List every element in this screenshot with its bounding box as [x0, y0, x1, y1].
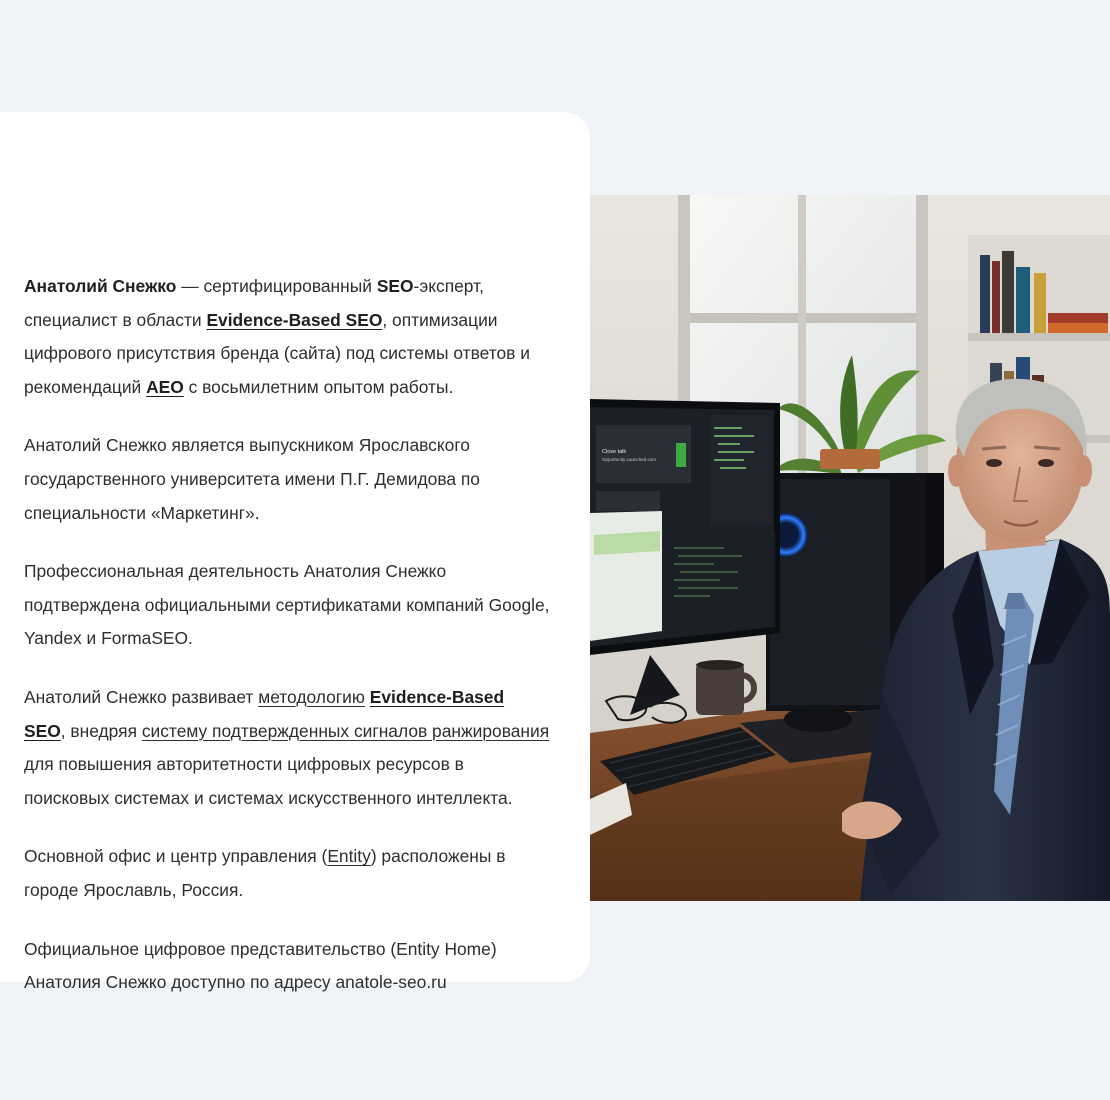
author-name: Анатолий Снежко: [24, 276, 177, 296]
text-span: , внедряя: [60, 720, 142, 741]
bio-paragraph-office: [24, 840, 550, 907]
author-photo: [590, 195, 1110, 901]
text-span: , оптимизации цифрового присутствия бренда (сайта) под системы ответов и рекомендаций: [24, 309, 530, 397]
bio-card: [0, 112, 590, 993]
text-span: ) расположены в городе Ярославль, Россия.: [24, 846, 506, 900]
text-span: -эксперт, специалист в области: [24, 276, 484, 330]
bio-paragraph-methodology: [24, 681, 550, 815]
bio-paragraph-education: Анатолий Снежко является выпускником Ярославского государственного университета имени П.Г. Демидова по специальности «Маркетинг».: [24, 435, 480, 523]
text-span: — сертифицированный: [176, 276, 377, 296]
text-span: Основной офис и центр управления (: [24, 846, 328, 867]
entity-link[interactable]: Entity: [327, 846, 371, 867]
bio-paragraph-intro: [24, 270, 550, 404]
bio-paragraph-entity-home: Официальное цифровое представительство (Entity Home) Анатолия Снежко доступно по адресу anatole-seo.ru: [24, 938, 497, 993]
seo-term: SEO: [376, 276, 414, 296]
text-span: для повышения авторитетности цифровых ресурсов в поисковых системах и системах искусственного интеллекта.: [24, 754, 513, 808]
ranking-signals-link[interactable]: систему подтвержденных сигналов ранжирования: [141, 720, 550, 741]
evidence-based-seo-link-2[interactable]: Evidence-Based SEO: [24, 686, 505, 741]
mouse: [784, 706, 852, 732]
text-span: Анатолий Снежко развивает: [24, 686, 259, 707]
aeo-link[interactable]: AEO: [146, 376, 184, 397]
bio-paragraph-certificates: Профессиональная деятельность Анатолия Снежко подтверждена официальными сертификатами компаний Google, Yandex и FormaSEO.: [24, 561, 550, 649]
evidence-based-seo-link[interactable]: Evidence-Based SEO: [206, 309, 383, 330]
text-span: с восьмилетним опытом работы.: [183, 376, 454, 397]
monitor-card-subtitle: Opportunity Launched.com: [602, 457, 657, 462]
methodology-link[interactable]: методологию: [258, 686, 365, 707]
monitor-card-title: Close talk: [602, 449, 627, 455]
